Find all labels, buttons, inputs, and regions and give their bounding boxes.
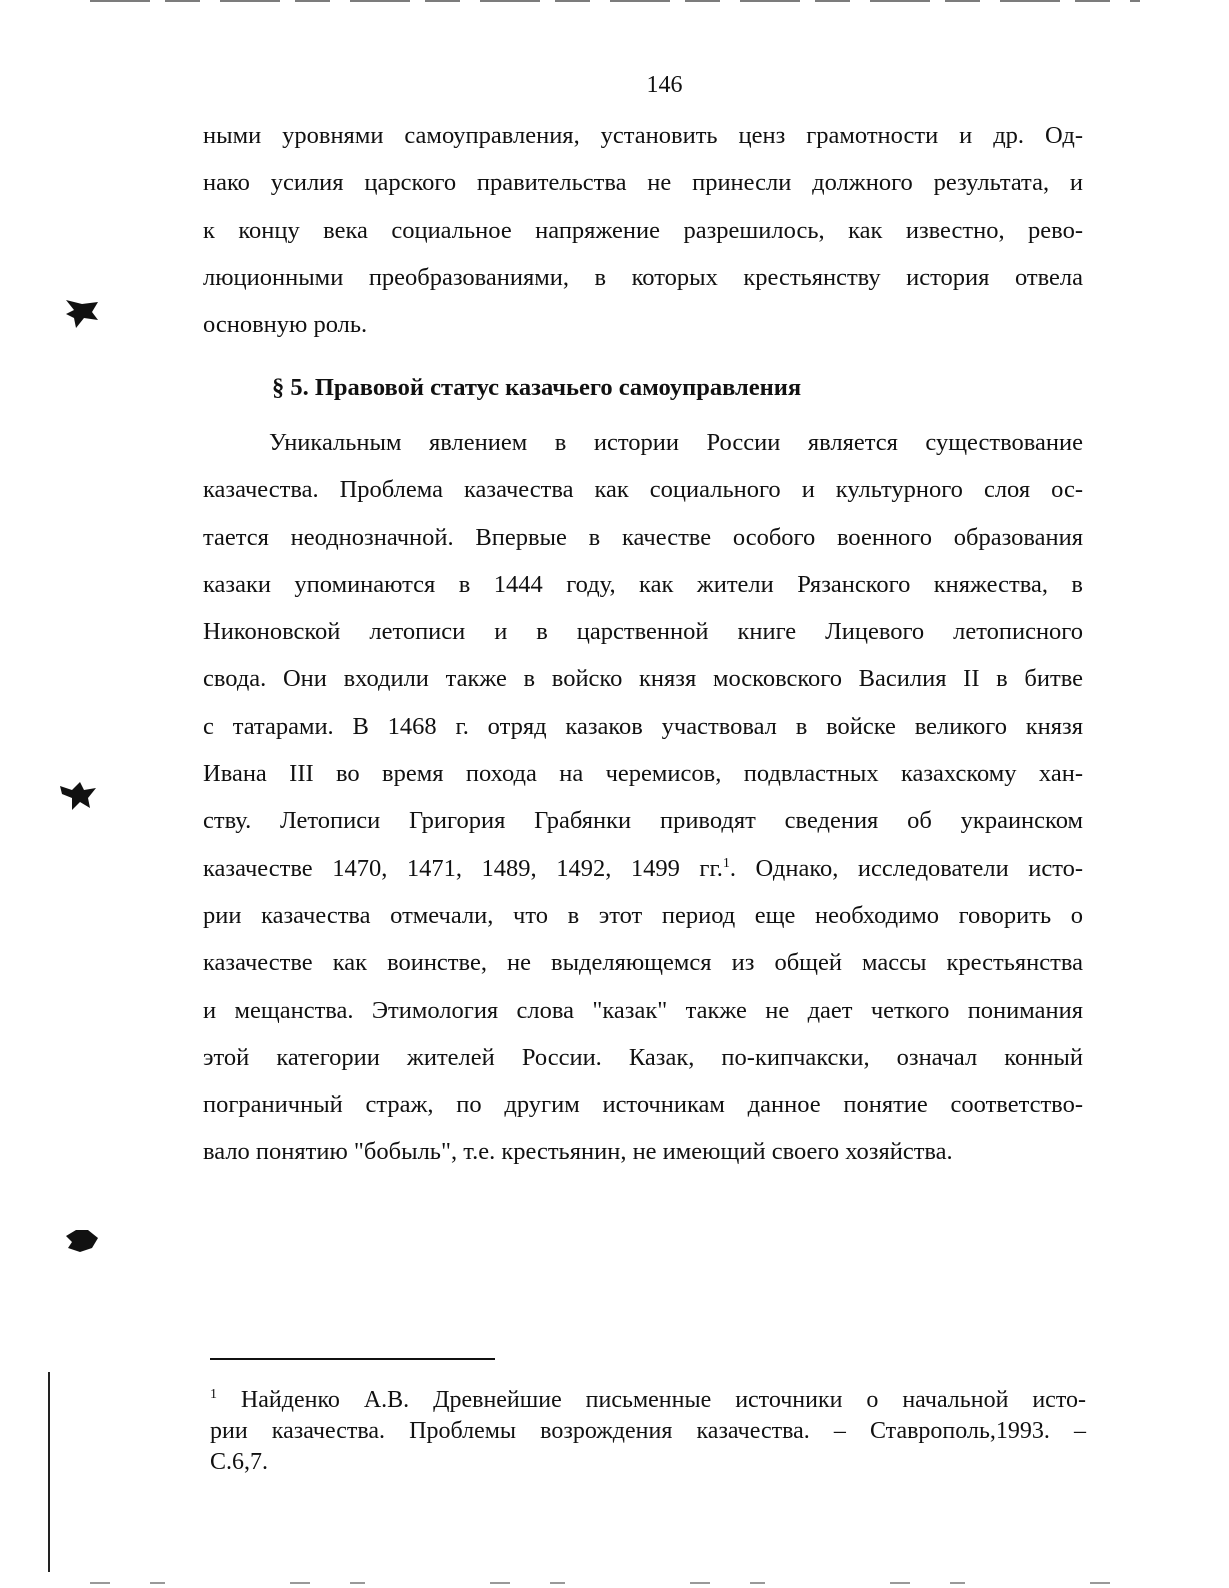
text-line: основную роль. [203, 311, 368, 339]
footnote-line: С.6,7. [210, 1449, 269, 1475]
text-line: свода. Они входили также в войско князя московского Василия II в битве [203, 665, 1083, 693]
scan-edge-left [48, 1372, 50, 1572]
text-line: рии казачества отмечали, что в этот период еще необходимо говорить о [203, 901, 1083, 929]
text-line: пограничный страж, по другим источникам данное понятие соответство- [203, 1091, 1083, 1119]
text-line: Никоновской летописи и в царственной книге Лицевого летописного [203, 618, 1083, 646]
text-line: ными уровнями самоуправления, установить ценз грамотности и др. Од- [203, 122, 1083, 149]
paragraph-continuation [203, 112, 1083, 348]
paragraph-cossack-history [203, 419, 1083, 1176]
footnote-line: рии казачества. Проблемы возрождения казачества. – Ставрополь,1993. – [210, 1418, 1086, 1444]
text-line: Уникальным явлением в истории России является существование [269, 429, 1083, 456]
footnote-marker: 1 [210, 1387, 217, 1402]
footnote-separator [210, 1358, 495, 1360]
page-number: 146 [646, 72, 683, 98]
text-line: тается неоднозначной. Впервые в качестве особого военного образования [203, 523, 1083, 551]
footnote-line [210, 1385, 1086, 1416]
text-segment: . Однако, исследователи исто- [729, 854, 1084, 882]
punch-hole-mark-2 [58, 776, 98, 816]
text-line: казачестве как воинстве, не выделяющемся из общей массы крестьянства [203, 949, 1083, 977]
text-line: к концу века социальное напряжение разрешилось, как известно, рево- [203, 216, 1083, 244]
footnote [210, 1385, 1086, 1478]
scan-edge-top [90, 0, 1140, 2]
footnote-text: Найденко А.В. Древнейшие письменные источники о начальной исто- [217, 1387, 1086, 1413]
text-line-with-footnote [203, 845, 1083, 892]
punch-hole-mark-1 [62, 292, 102, 332]
section-heading: § 5. Правовой статус казачьего самоуправления [272, 374, 802, 401]
text-line: этой категории жителей России. Казак, по-кипчакски, означал конный [203, 1043, 1083, 1071]
text-segment: казачестве 1470, 1471, 1489, 1492, 1499 гг. [203, 854, 723, 882]
punch-hole-mark-3 [62, 1222, 102, 1262]
scan-edge-bottom [90, 1582, 1140, 1584]
text-line: Ивана III во время похода на черемисов, подвластных казахскому хан- [203, 760, 1083, 788]
text-line: с татарами. В 1468 г. отряд казаков участвовал в войске великого князя [203, 712, 1083, 740]
text-line: нако усилия царского правительства не принесли должного результата, и [203, 169, 1083, 197]
text-line: люционными преобразованиями, в которых крестьянству история отвела [203, 263, 1083, 291]
footnote-reference[interactable]: 1 [722, 855, 730, 871]
text-line: вало понятию "бобыль", т.е. крестьянин, не имеющий своего хозяйства. [203, 1138, 953, 1166]
text-line: казачества. Проблема казачества как социального и культурного слоя ос- [203, 476, 1083, 504]
text-line: казаки упоминаются в 1444 году, как жители Рязанского княжества, в [203, 570, 1083, 598]
text-line: ству. Летописи Григория Грабянки приводят сведения об украинском [203, 807, 1083, 835]
text-line: и мещанства. Этимология слова "казак" также не дает четкого понимания [203, 996, 1083, 1024]
